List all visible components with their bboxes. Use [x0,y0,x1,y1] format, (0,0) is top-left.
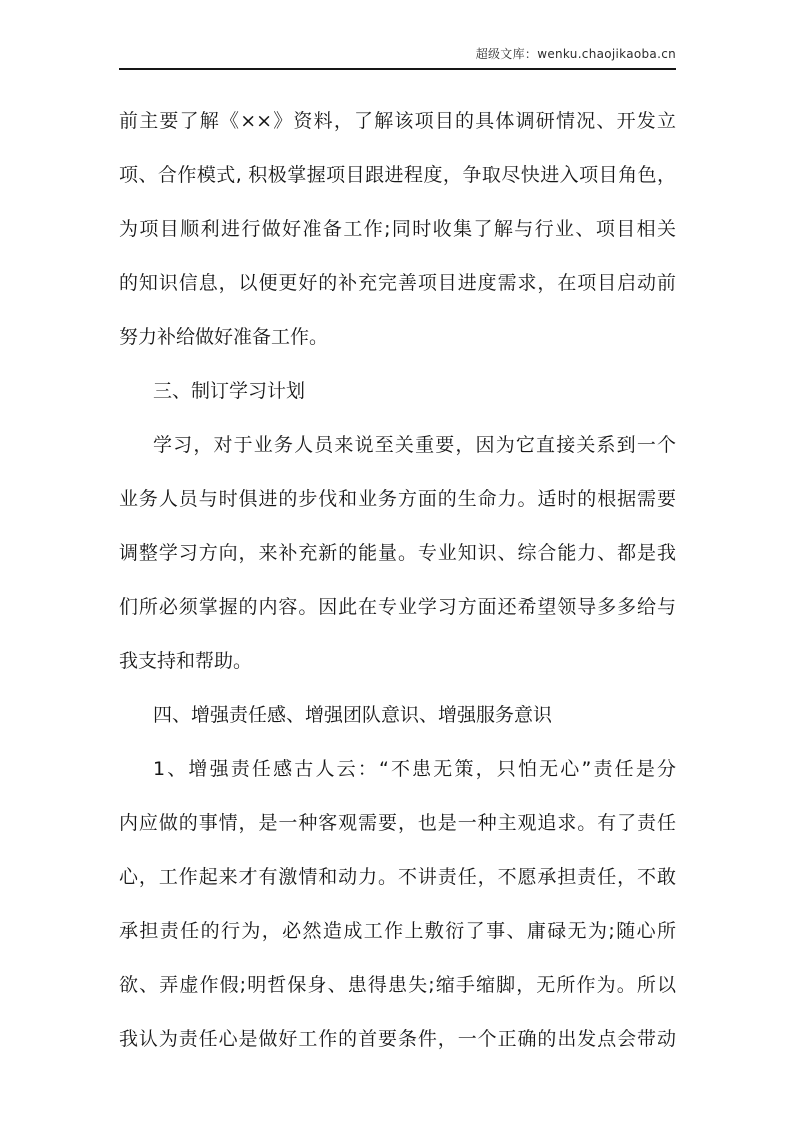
text-line: 承担责任的行为，必然造成工作上敷衍了事、庸碌无为;随心所 [119,920,676,942]
text-line: 四、增强责任感、增强团队意识、增强服务意识 [153,704,553,726]
paragraph-study-plan [119,418,676,688]
text-line: 努力补给做好准备工作。 [119,326,329,348]
text-line: 前主要了解《××》资料，了解该项目的具体调研情况、开发立 [119,110,676,132]
text-line: 1、增强责任感古人云：“不患无策，只怕无心”责任是分 [153,758,676,780]
text-line: 为项目顺利进行做好准备工作;同时收集了解与行业、项目相关 [119,218,676,240]
text-line: 调整学习方向，来补充新的能量。专业知识、综合能力、都是我 [119,542,676,564]
text-line: 们所必须掌握的内容。因此在专业学习方面还希望领导多多给与 [119,596,676,618]
text-line: 的知识信息，以便更好的补充完善项目进度需求，在项目启动前 [119,272,676,294]
document-body [0,70,793,1066]
text-line: 业务人员与时俱进的步伐和业务方面的生命力。适时的根据需要 [119,488,676,510]
text-line: 内应做的事情，是一种客观需要，也是一种主观追求。有了责任 [119,812,676,834]
text-line: 我认为责任心是做好工作的首要条件，一个正确的出发点会带动 [119,1028,676,1050]
text-line: 欲、弄虚作假;明哲保身、患得患失;缩手缩脚，无所作为。所以 [119,974,676,996]
heading-section-three [119,364,676,418]
text-line: 学习，对于业务人员来说至关重要，因为它直接关系到一个 [153,434,676,456]
text-line: 心，工作起来才有激情和动力。不讲责任，不愿承担责任，不敢 [119,866,676,888]
text-line: 我支持和帮助。 [119,650,253,672]
paragraph-responsibility [119,742,676,1066]
paragraph-project-preparation [119,94,676,364]
heading-section-four [119,688,676,742]
page-header [0,0,793,62]
text-line: 三、制订学习计划 [153,380,306,402]
text-line: 项、合作模式, 积极掌握项目跟进程度，争取尽快进入项目角色， [119,164,676,186]
site-watermark: 超级文库：wenku.chaojikaoba.cn [475,47,676,61]
